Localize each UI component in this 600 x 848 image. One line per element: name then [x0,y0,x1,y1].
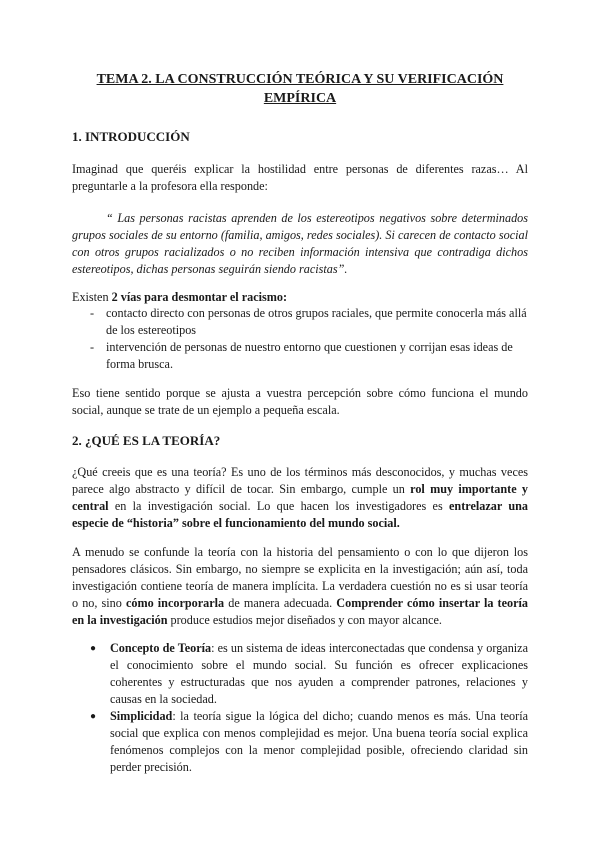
quote-block [72,210,528,278]
bold-run: Comprender cómo insertar la teoría en la investigación [72,596,529,627]
section-heading-introduccion: 1. INTRODUCCIÓN [72,129,190,144]
bullet-icon: ● [90,711,97,722]
text-run: ¿Qué creeis que es una teoría? Es uno de los términos más desconocidos, y muchas veces parece algo abstracto y difícil de tocar. Sin embargo, cumple un [72,465,528,496]
ways-prefix: Existen [72,290,112,304]
intro-paragraph: Imaginad que queréis explicar la hostilidad entre personas de diferentes razas… Al preguntarle a la profesora ella responde: [72,162,528,193]
list-item [72,708,528,776]
ways-bold: 2 vías para desmontar el racismo: [111,290,288,304]
theory-bullets [72,640,528,776]
dash-bullet: - [90,306,95,320]
bold-run: cómo incorporarla [125,596,225,610]
list-item [72,339,528,373]
bullet-icon: ● [90,643,97,654]
dash-bullet: - [90,340,95,354]
text-run: A menudo se confunde la teoría con la historia del pensamiento o con lo que dijeron los pensadores clásicos. Sin embargo, no siempre se explicita en la investigación; aún así, toda investigación contiene teoría de manera implícita. La verdadera cuestión no es si usar teoría o no, sino [72,545,528,610]
list-item [72,640,528,708]
bullet-term: Simplicidad [110,709,173,723]
conclusion-paragraph: Eso tiene sentido porque se ajusta a vuestra percepción sobre cómo funciona el mundo social, aunque se trate de un ejemplo a pequeña escala. [72,386,528,417]
text-run: en la investigación social. Lo que hacen los investigadores es [108,499,450,513]
quote-text: “ Las personas racistas aprenden de los estereotipos negativos sobre determinados grupos sociales de su entorno (familia, amigos, redes sociales). Si carecen de contacto social con otros grupos racializados o no reciben información intensiva que contradiga dichos estereotipos, dichas personas seguirán siendo racistas”. [72,211,528,276]
list-item-text: intervención de personas de nuestro entorno que cuestionen y corrijan esas ideas de forma brusca. [106,340,513,371]
page-title: TEMA 2. LA CONSTRUCCIÓN TEÓRICA Y SU VERIFICACIÓN EMPÍRICA [96,72,504,106]
ways-intro [72,289,528,306]
text-run: produce estudios mejor diseñados y con mayor alcance. [167,613,442,627]
section-heading-teoria: 2. ¿QUÉ ES LA TEORÍA? [72,433,221,448]
text-run: de manera adecuada. [224,596,337,610]
ways-list [72,305,528,373]
bold-run: entrelazar una especie de “historia” sobre el funcionamiento del mundo social. [72,499,528,530]
bold-run: rol muy importante y central [72,482,528,513]
list-item [72,305,528,339]
list-item-text: contacto directo con personas de otros grupos raciales, que permite conocerla más allá de los estereotipos [106,306,527,337]
bullet-text: : la teoría sigue la lógica del dicho; cuando menos es más. Una teoría social que explica con menos complejidad es mejor. Una buena teoría social explica fenómenos complejos con la menor complejidad posible, ofreciendo claridad sin perder precisión. [110,709,528,774]
bullet-term: Concepto de Teoría [110,641,212,655]
theory-paragraph-1 [72,464,528,532]
bullet-text: : es un sistema de ideas interconectadas que condensa y organiza el conocimiento sobre el mundo social. Su función es ofrecer explicaciones coherentes y estructuradas que nos ayuden a comprender patrones, relaciones y causas en la sociedad. [110,641,528,706]
theory-paragraph-2 [72,544,528,629]
